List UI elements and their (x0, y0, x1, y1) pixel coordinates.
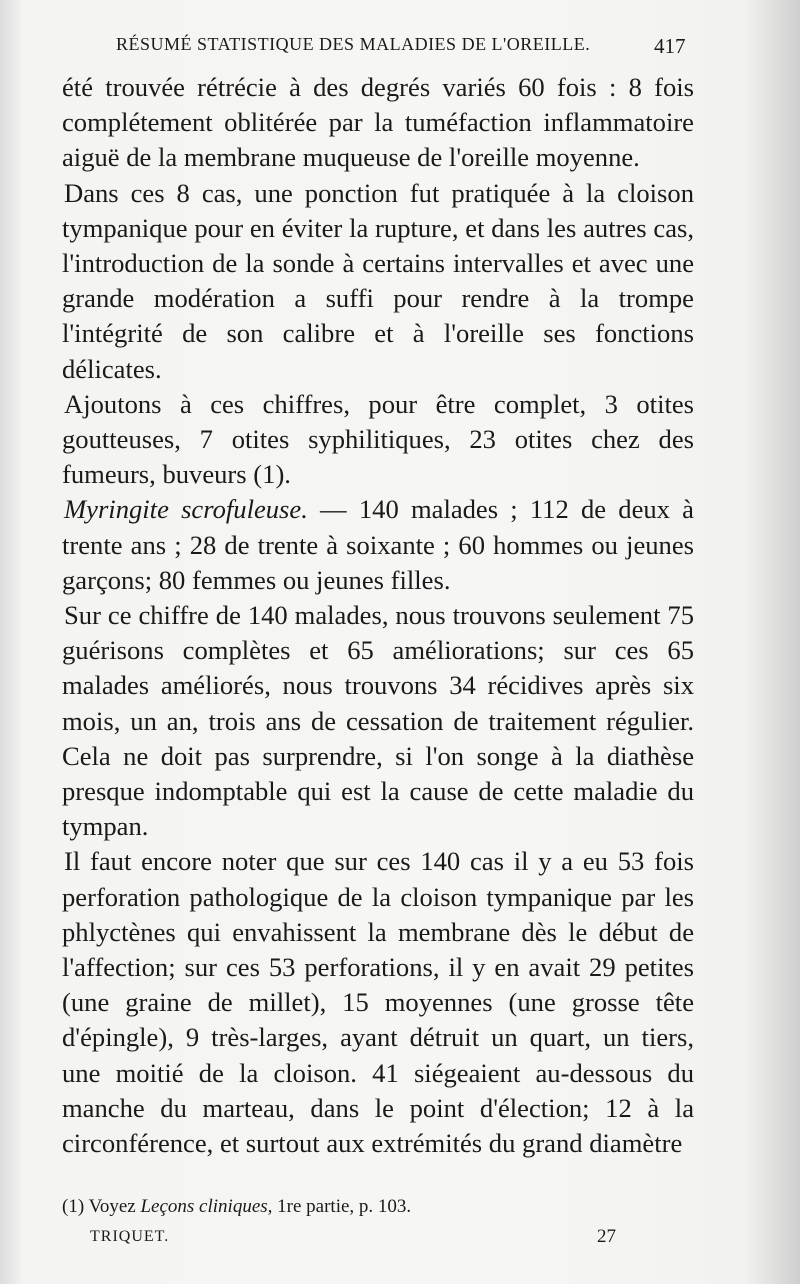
section-text: — 140 malades ; 112 de deux à trente ans ; 28 de trente à soixante ; 60 hommes ou jeunes garçons; 80 femmes ou jeunes filles. (62, 494, 694, 595)
paragraph-2: Dans ces 8 cas, une ponction fut pratiquée à la cloison tympanique pour en éviter la rupture, et dans les autres cas, l'introduction de la sonde à certains intervalles et avec une grande modération a suffi pour rendre à la trompe l'intégrité de son calibre et à l'oreille ses fonctions délicates. (62, 177, 694, 384)
signature-mark: 27 (597, 1226, 616, 1247)
running-title: RÉSUMÉ STATISTIQUE DES MALADIES DE L'OREILLE. (116, 34, 591, 54)
body-text (62, 70, 694, 1161)
paragraph-5: Sur ce chiffre de 140 malades, nous trouvons seulement 75 guérisons complètes et 65 améliorations; sur ces 65 malades améliorés, nous trouvons 34 récidives après six mois, un an, trois ans de cessation de traitement régulier. Cela ne doit pas surprendre, si l'on songe à la diathèse presque indomptable qui est la cause de cette maladie du tympan. (62, 600, 694, 842)
paragraph-6: Il faut encore noter que sur ces 140 cas il y a eu 53 fois perforation pathologique de la cloison tympanique par les phlyctènes qui envahissent la membrane dès le début de l'affection; sur ces 53 perforations, il y en avait 29 petites (une graine de millet), 15 moyennes (une grosse tête d'épingle), 9 très-larges, ayant détruit un quart, un tiers, une moitié de la cloison. 41 siégeaient au-dessous du manche du marteau, dans le point d'élection; 12 à la circonférence, et surtout aux extrémités du grand diamètre (62, 846, 694, 1159)
footnote-title: Leçons cliniques (140, 1196, 268, 1217)
paragraph-4 (62, 492, 694, 598)
footnote-marker: (1) (62, 1196, 85, 1217)
footnote-rest: , 1re partie, p. 103. (267, 1196, 412, 1217)
footnote-lead: Voyez (88, 1196, 136, 1217)
footnote (62, 1196, 411, 1218)
section-title: Myringite scrofuleuse. (64, 494, 308, 525)
paragraph-1: été trouvée rétrécie à des degrés variés 60 fois : 8 fois complétement oblitérée par la tuméfaction inflammatoire aiguë de la membrane muqueuse de l'oreille moyenne. (62, 72, 694, 173)
page-number: 417 (654, 34, 686, 58)
printer-name: TRIQUET. (90, 1228, 170, 1245)
paragraph-3: Ajoutons à ces chiffres, pour être complet, 3 otites goutteuses, 7 otites syphilitiques, 23 otites chez des fumeurs, buveurs (1). (62, 388, 694, 490)
